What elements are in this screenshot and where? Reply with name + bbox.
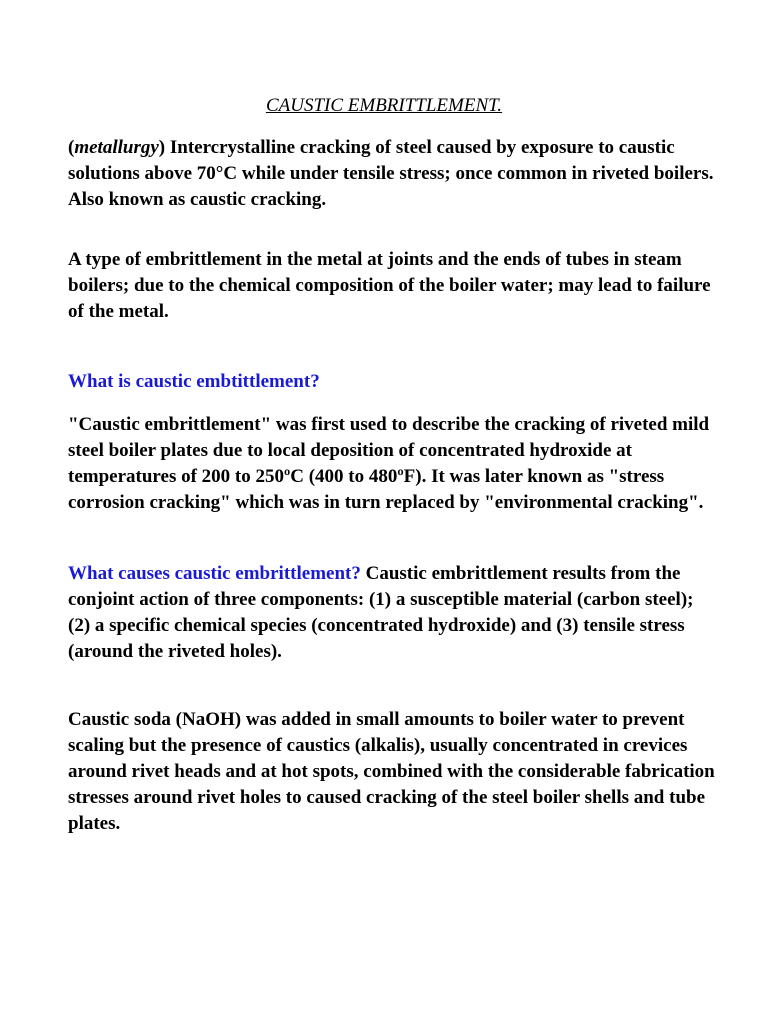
paragraph-causes bbox=[68, 561, 718, 665]
paren-open: ( bbox=[68, 137, 75, 158]
question-what-is: What is caustic embtittlement? bbox=[68, 371, 320, 392]
paragraph-caustic-soda: Caustic soda (NaOH) was added in small amounts to boiler water to prevent scaling but the presence of caustics (alkalis), usually concentrated in crevices around rivet heads and at hot spots, combined with the considerable fabrication stresses around rivet holes to caused cracking of the steel boiler shells and tube plates. bbox=[68, 709, 715, 834]
question-what-causes: What causes caustic embrittlement? bbox=[68, 563, 361, 584]
document-title: CAUSTIC EMBRITTLEMENT. bbox=[265, 95, 503, 116]
definition-paragraph bbox=[68, 135, 718, 213]
paragraph-embrittlement-type: A type of embrittlement in the metal at joints and the ends of tubes in steam boilers; due to the chemical composition of the boiler water; may lead to failure of the metal. bbox=[68, 249, 711, 322]
field-label: metallurgy bbox=[74, 137, 159, 158]
definition-text: Intercrystalline cracking of steel caused by exposure to caustic solutions above 70°C while under tensile stress; once common in riveted boilers. Also known as caustic cracking. bbox=[68, 137, 714, 210]
paren-close: ) bbox=[158, 137, 166, 158]
paragraph-history: "Caustic embrittlement" was first used to describe the cracking of riveted mild steel boiler plates due to local deposition of concentrated hydroxide at temperatures of 200 to 250ºC (400 to 480ºF). It was later known as "stress corrosion cracking" which was in turn replaced by "environmental cracking". bbox=[68, 414, 710, 513]
causes-answer: Caustic embrittlement results from the conjoint action of three components: (1) a susceptible material (carbon steel); (2) a specific chemical species (concentrated hydroxide) and (3) tensile stress (around the riveted holes). bbox=[68, 563, 694, 662]
